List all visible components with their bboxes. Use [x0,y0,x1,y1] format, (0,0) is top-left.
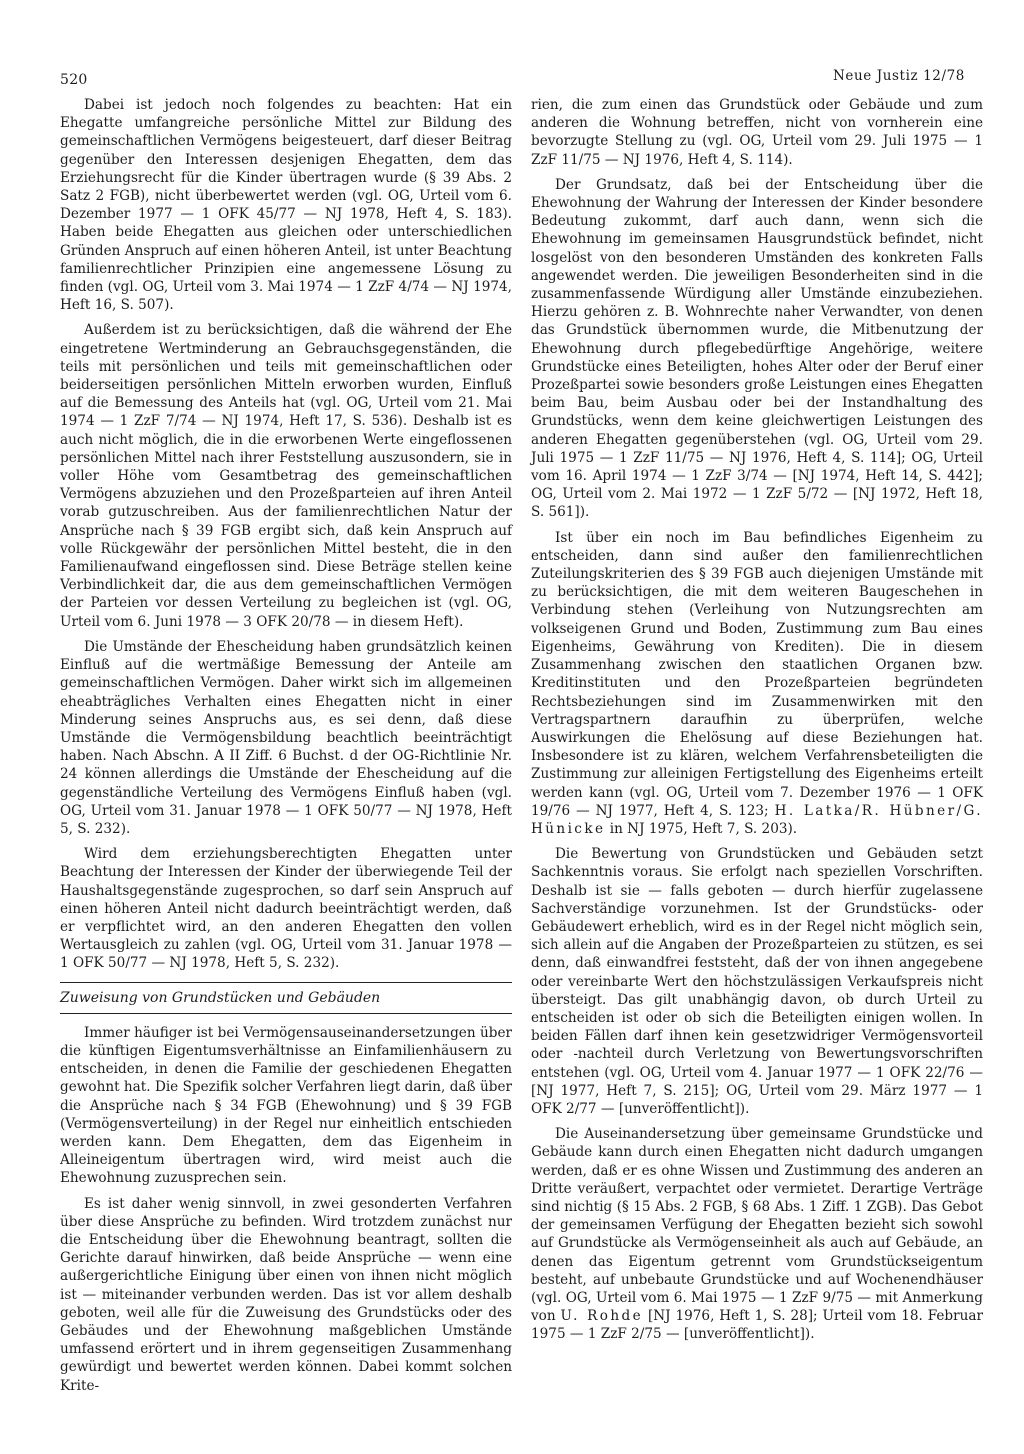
right-column [531,96,983,1351]
section-divider-top [60,982,512,983]
paragraph: Dabei ist jedoch noch folgendes zu beachten: Hat ein Ehegatte umfangreiche persönliche Mittel zur Bildung des gemeinschaftlichen Vermögens beigesteuert, darf dieser Beitrag gegenüber den Interessen desjenigen Ehegatten, dem das Erziehungsrecht für die Kinder übertragen wurde (§ 39 Abs. 2 Satz 2 FGB), nicht überbewertet werden (vgl. OG, Urteil vom 6. Dezember 1977 — 1 OFK 45/77 — NJ 1978, Heft 4, S. 183). Haben beide Ehegatten aus gleichen oder unterschiedlichen Gründen Anspruch auf einen höheren Anteil, ist unter Beachtung familienrechtlicher Prinzipien eine angemessene Lösung zu finden (vgl. OG, Urteil vom 3. Mai 1974 — 1 ZzF 4/74 — NJ 1974, Heft 16, S. 507). [60,97,512,314]
section-heading: Zuweisung von Grundstücken und Gebäuden [60,989,381,1006]
left-column [60,96,512,1402]
paragraph-text: Ist über ein noch im Bau befindliches Eigenheim zu entscheiden, dann sind außer den familienrechtlichen Zuteilungskriterien des § 39 FGB auch diejenigen Umstände mit zu berücksichtigen, die mit dem weiteren Baugeschehen in Verbindung stehen (Verleihung von Nutzungsrechten am volkseigenen Grund und Boden, Zustimmung zum Bau eines Eigenheims, Gewährung von Krediten). Die in diesem Zusammenhang zwischen den staatlichen Organen bzw. Kreditinstituten und den Prozeßparteien begründeten Rechtsbeziehungen sind im Zusammenwirken mit den Vertragspartnern daraufhin zu überprüfen, welche Auswirkungen die Ehelösung auf diese Beziehungen hat. Insbesondere ist zu klären, welchem Verfahrensbeteiligten die Zustimmung zur alleinigen Fertigstellung des Eigenheims erteilt werden kann (vgl. OG, Urteil vom 7. Dezember 1976 — 1 OFK 19/76 — NJ 1977, Heft 4, S. 123; [531,529,983,819]
author-names: H. Latka/R. Hübner/G. Hünicke [531,802,983,837]
section-divider-bottom [60,1013,512,1014]
paragraph: Wird dem erziehungsberechtigten Ehegatten unter Beachtung der Interessen der Kinder der überwiegende Teil der Haushaltsgegenstände zugesprochen, so darf sein Anspruch auf einen höheren Anteil nicht dadurch beeinträchtigt werden, daß er verpflichtet wird, an den anderen Ehegatten den vollen Wertausgleich zu zahlen (vgl. OG, Urteil vom 31. Januar 1978 — 1 OFK 50/77 — NJ 1978, Heft 5, S. 232). [60,846,512,972]
paragraph: Die Bewertung von Grundstücken und Gebäuden setzt Sachkenntnis voraus. Sie erfolgt nach speziellen Vorschriften. Deshalb ist sie — falls geboten — durch hierfür zugelassene Sachverständige vorzunehmen. Ist der Grundstücks- oder Gebäudewert erheblich, wird es in der Regel nicht möglich sein, sich allein auf die Angaben der Prozeßparteien zu stützen, es sei denn, daß einwandfrei feststeht, daß der von ihnen angegebene oder vereinbarte Wert den höchstzulässigen Verkaufspreis nicht übersteigt. Das gilt unabhängig davon, ob durch Urteil zu entscheiden ist oder ob sich die Beteiligten einigen wollen. In beiden Fällen darf ihnen kein gesetzwidriger Vermögensvorteil oder -nachteil durch Verletzung von Bewertungsvorschriften entstehen (vgl. OG, Urteil vom 4. Januar 1977 — 1 OFK 22/76 — [NJ 1977, Heft 7, S. 215]; OG, Urteil vom 29. März 1977 — 1 OFK 2/77 — [unveröffentlicht]). [531,846,983,1117]
paragraph-continuation: rien, die zum einen das Grundstück oder Gebäude und zum anderen die Wohnung betreffen, nicht von vornherein eine bevorzugte Stellung zu (vgl. OG, Urteil vom 29. Juli 1975 — 1 ZzF 11/75 — NJ 1976, Heft 4, S. 114). [531,97,983,168]
paragraph: Die Umstände der Ehescheidung haben grundsätzlich keinen Einfluß auf die wertmäßige Bemessung der Anteile am gemeinschaftlichen Vermögen. Daher wirkt sich im allgemeinen eheabträgliches Verhalten eines Ehegatten nicht in einer Minderung seines Anspruchs aus, es sei denn, daß diese Umstände die Vermögensbildung beachtlich beeinträchtigt haben. Nach Abschn. A II Ziff. 6 Buchst. d der OG-Richtlinie Nr. 24 können allerdings die Umstände der Ehescheidung auf die gegenständliche Verteilung des Vermögens Einfluß haben (vgl. OG, Urteil vom 31. Januar 1978 — 1 OFK 50/77 — NJ 1978, Heft 5, S. 232). [60,638,512,837]
journal-issue: Neue Justiz 12/78 [832,68,965,84]
paragraph: Es ist daher wenig sinnvoll, in zwei gesonderten Verfahren über diese Ansprüche zu befinden. Wird trotzdem zunächst nur die Entscheidung über die Ehewohnung beantragt, sollten die Gerichte darauf hinwirken, daß beide Ansprüche — wenn eine außergerichtliche Einigung über einen von ihnen nicht möglich ist — miteinander verbunden werden. Das ist vor allem deshalb geboten, weil alle für die Zuweisung des Grundstücks oder des Gebäudes und der Ehewohnung maßgeblichen Umstände umfassend erörtert und in ihrem gegenseitigen Zusammenhang gewürdigt und bewertet werden können. Dabei kommt solchen Krite- [60,1195,512,1394]
paragraph: Der Grundsatz, daß bei der Entscheidung über die Ehewohnung der Wahrung der Interessen der Kinder besondere Bedeutung zukommt, darf auch dann, wenn sich die Ehewohnung im gemeinsamen Hausgrundstück befindet, nicht losgelöst von den besonderen Umständen des konkreten Falls angewendet werden. Die jeweiligen Besonderheiten sind in die zusammenfassende Würdigung aller Umstände einzubeziehen. Hierzu gehören z. B. Wohnrechte naher Verwandter, von denen das Grundstück übernommen wurde, die Mitbenutzung der Ehewohnung durch pflegebedürftige Angehörige, weitere Grundstücke eines Beteiligten, hohes Alter oder der Beruf einer Prozeßpartei sowie besonders große Leistungen eines Ehegatten beim Bau, beim Ausbau oder bei der Instandhaltung des Grundstücks, wenn dem keine gleichwertigen Leistungen des anderen Ehegatten gegenüberstehen (vgl. OG, Urteil vom 29. Juli 1975 — 1 ZzF 11/75 — NJ 1976, Heft 4, S. 114]; OG, Urteil vom 16. April 1974 — 1 ZzF 3/74 — [NJ 1974, Heft 14, S. 442]; OG, Urteil vom 2. Mai 1972 — 1 ZzF 5/72 — [NJ 1972, Heft 18, S. 561]). [531,176,983,521]
paragraph-text: in NJ 1975, Heft 7, S. 203). [609,820,798,837]
paragraph: Außerdem ist zu berücksichtigen, daß die während der Ehe eingetretene Wertminderung an Gebrauchsgegenständen, die teils mit persönlichen und teils mit gemeinschaftlichen oder beiderseitigen persönlichen Mitteln erworben wurden, Einfluß auf die Bemessung des Anteils hat (vgl. OG, Urteil vom 21. Mai 1974 — 1 ZzF 7/74 — NJ 1974, Heft 17, S. 536). Deshalb ist es auch nicht möglich, die in die erworbenen Werte eingeflossenen persönlichen Mittel nach ihrer Feststellung auszusondern, sie in voller Höhe vom Gesamtbetrag des gemeinschaftlichen Vermögens abzuziehen und den Prozeßparteien auf ihren Anteil vorab gutzuschreiben. Aus der familienrechtlichen Natur der Ansprüche nach § 39 FGB ergibt sich, daß kein Anspruch auf volle Rückgewähr der persönlichen Mittel besteht, die in den Familienaufwand eingeflossen sind. Diese Beträge stellen keine Verbindlichkeit dar, die aus dem gemeinschaftlichen Vermögen der Parteien vor dessen Verteilung zu begleichen ist (vgl. OG, Urteil vom 6. Juni 1978 — 3 OFK 20/78 — in diesem Heft). [60,322,512,630]
paragraph [531,529,983,838]
paragraph-text: Die Auseinandersetzung über gemeinsame Grundstücke und Gebäude kann durch einen Ehegatten nicht dadurch umgangen werden, daß er es ohne Wissen und Zustimmung des anderen an Dritte veräußert, verpachtet oder vermietet. Derartige Verträge sind nichtig (§ 15 Abs. 2 FGB, § 68 Abs. 1 Ziff. 1 ZGB). Das Gebot der gemeinsamen Verfügung der Ehegatten bezieht sich sowohl auf Grundstücke als Vermögenseinheit als auch auf Gebäude, an denen das Eigentum getrennt vom Grundstückseigentum besteht, auf unbebaute Grundstücke und auf Wochenendhäuser (vgl. OG, Urteil vom 6. Mai 1975 — 1 ZzF 9/75 — mit Anmerkung von [531,1126,983,1325]
paragraph-text: [NJ 1976, Heft 1, S. 28]; Urteil vom 18. Februar 1975 — 1 ZzF 2/75 — [unveröffentlicht]). [531,1308,983,1343]
page-number: 520 [60,72,88,88]
paragraph [531,1125,983,1343]
author-name: U. Rohde [560,1308,644,1325]
paragraph: Immer häufiger ist bei Vermögensauseinandersetzungen über die künftigen Eigentumsverhältnisse an Einfamilienhäusern zu entscheiden, in denen die Familie der geschiedenen Ehegatten gewohnt hat. Die Spezifik solcher Verfahren liegt darin, daß über die Ansprüche nach § 34 FGB (Ehewohnung) und § 39 FGB (Vermögensverteilung) in der Regel nur einheitlich entschieden werden kann. Dem Ehegatten, dem das Eigenheim in Alleineigentum übertragen wird, wird meist auch die Ehewohnung zuzusprechen sein. [60,1024,512,1187]
